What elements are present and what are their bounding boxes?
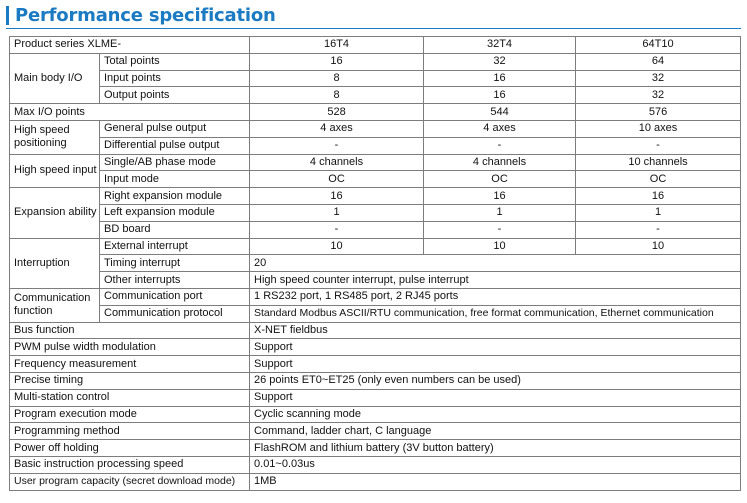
row-label: Input mode	[100, 171, 250, 188]
cell-value: Support	[250, 389, 741, 406]
table-row	[10, 288, 741, 305]
group-label-high-speed-input: High speed input	[10, 154, 100, 188]
title-accent-bar	[6, 6, 9, 25]
row-label: Communication protocol	[100, 305, 250, 322]
cell-value: 16	[424, 87, 576, 104]
cell-value: 10	[424, 238, 576, 255]
row-label: Precise timing	[10, 372, 250, 389]
cell-value: -	[424, 221, 576, 238]
cell-value: Cyclic scanning mode	[250, 406, 741, 423]
cell-value: 26 points ET0~ET25 (only even numbers can be used)	[250, 372, 741, 389]
cell-value: 8	[250, 70, 424, 87]
row-label: Programming method	[10, 423, 250, 440]
row-label: Basic instruction processing speed	[10, 456, 250, 473]
cell-value: X-NET fieldbus	[250, 322, 741, 339]
page-title: Performance specification	[15, 4, 276, 26]
model-header: 64T10	[576, 37, 741, 54]
row-label: Differential pulse output	[100, 137, 250, 154]
table-row	[10, 356, 741, 373]
row-label: Program execution mode	[10, 406, 250, 423]
cell-value: OC	[576, 171, 741, 188]
model-header: 16T4	[250, 37, 424, 54]
cell-value: 544	[424, 104, 576, 121]
cell-value: 4 axes	[424, 120, 576, 137]
row-label: PWM pulse width modulation	[10, 339, 250, 356]
cell-value: 16	[250, 53, 424, 70]
row-label: General pulse output	[100, 120, 250, 137]
cell-value: 64	[576, 53, 741, 70]
cell-value: -	[250, 221, 424, 238]
table-row	[10, 87, 741, 104]
table-row	[10, 322, 741, 339]
cell-value: 0.01~0.03us	[250, 456, 741, 473]
group-label-expansion: Expansion ability	[10, 188, 100, 238]
cell-value: 576	[576, 104, 741, 121]
row-label: Single/AB phase mode	[100, 154, 250, 171]
table-row	[10, 104, 741, 121]
row-label: Power off holding	[10, 440, 250, 457]
table-row	[10, 372, 741, 389]
cell-value: -	[576, 137, 741, 154]
cell-value: 32	[576, 70, 741, 87]
cell-value: 32	[576, 87, 741, 104]
title-block	[6, 0, 276, 30]
table-row	[10, 204, 741, 221]
row-label: Multi-station control	[10, 389, 250, 406]
table-row	[10, 120, 741, 137]
cell-value: 16	[424, 188, 576, 205]
row-label: Input points	[100, 70, 250, 87]
cell-value: 4 channels	[424, 154, 576, 171]
cell-value: 528	[250, 104, 424, 121]
group-label-communication: Communication function	[10, 288, 100, 322]
cell-value: -	[576, 221, 741, 238]
spec-table	[9, 36, 741, 491]
row-label: Left expansion module	[100, 204, 250, 221]
title-rule	[6, 28, 741, 29]
cell-value: FlashROM and lithium battery (3V button battery)	[250, 440, 741, 457]
table-row	[10, 456, 741, 473]
table-row	[10, 137, 741, 154]
table-row	[10, 188, 741, 205]
cell-value: -	[424, 137, 576, 154]
row-label: Total points	[100, 53, 250, 70]
table-row	[10, 255, 741, 272]
group-label-high-speed-positioning: High speed positioning	[10, 120, 100, 154]
cell-value: OC	[424, 171, 576, 188]
cell-value: OC	[250, 171, 424, 188]
cell-value: 16	[250, 188, 424, 205]
row-label: Right expansion module	[100, 188, 250, 205]
cell-value: Support	[250, 356, 741, 373]
row-label: External interrupt	[100, 238, 250, 255]
table-row	[10, 305, 741, 322]
row-label: Output points	[100, 87, 250, 104]
cell-value: 10	[576, 238, 741, 255]
table-row	[10, 389, 741, 406]
row-label: Other interrupts	[100, 272, 250, 289]
cell-value: 1 RS232 port, 1 RS485 port, 2 RJ45 ports	[250, 288, 741, 305]
table-row	[10, 171, 741, 188]
row-label: Bus function	[10, 322, 250, 339]
cell-value: -	[250, 137, 424, 154]
table-row	[10, 154, 741, 171]
cell-value: 10	[250, 238, 424, 255]
cell-value: Command, ladder chart, C language	[250, 423, 741, 440]
cell-value: 16	[424, 70, 576, 87]
cell-value: 10 channels	[576, 154, 741, 171]
row-label: Frequency measurement	[10, 356, 250, 373]
table-row	[10, 473, 741, 490]
row-label: User program capacity (secret download mode)	[10, 473, 250, 490]
cell-value: 1	[576, 204, 741, 221]
cell-value: 20	[250, 255, 741, 272]
table-row	[10, 238, 741, 255]
model-header: 32T4	[424, 37, 576, 54]
row-label: Timing interrupt	[100, 255, 250, 272]
cell-value: 1	[424, 204, 576, 221]
cell-value: 32	[424, 53, 576, 70]
table-row	[10, 406, 741, 423]
table-row	[10, 53, 741, 70]
table-row	[10, 339, 741, 356]
table-row	[10, 423, 741, 440]
cell-value: 4 axes	[250, 120, 424, 137]
cell-value: 8	[250, 87, 424, 104]
cell-value: 1MB	[250, 473, 741, 490]
cell-value: 10 axes	[576, 120, 741, 137]
row-label: Communication port	[100, 288, 250, 305]
cell-value: Standard Modbus ASCII/RTU communication, free format communication, Ethernet communication	[250, 305, 741, 322]
table-row	[10, 272, 741, 289]
table-row	[10, 440, 741, 457]
cell-value: High speed counter interrupt, pulse interrupt	[250, 272, 741, 289]
cell-value: 4 channels	[250, 154, 424, 171]
cell-value: 1	[250, 204, 424, 221]
row-label: BD board	[100, 221, 250, 238]
cell-value: 16	[576, 188, 741, 205]
group-label-main-io: Main body I/O	[10, 53, 100, 103]
group-label-interruption: Interruption	[10, 238, 100, 288]
header-label: Product series XLME-	[10, 37, 250, 54]
table-row	[10, 221, 741, 238]
table-header-row	[10, 37, 741, 54]
cell-value: Support	[250, 339, 741, 356]
table-row	[10, 70, 741, 87]
row-label: Max I/O points	[10, 104, 250, 121]
